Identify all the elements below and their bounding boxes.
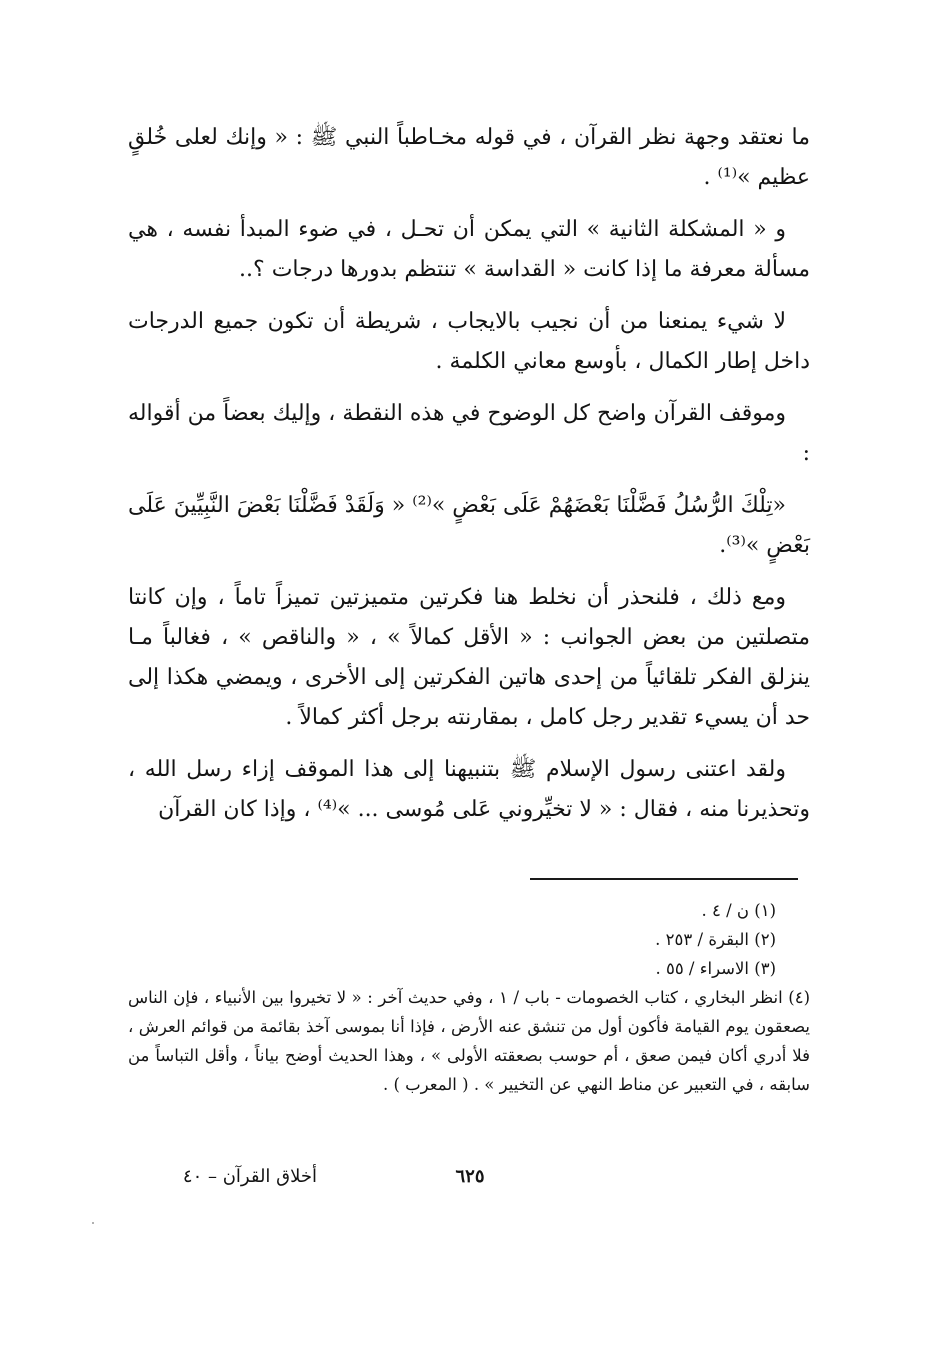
quran-quote: «تِلْكَ الرُّسُلُ فَضَّلْنَا بَعْضَهُمْ عَلَى بَعْضٍ »⁽²⁾ « وَلَقَدْ فَضَّلْنَا بَعْضَ النَّبِيِّينَ عَلَى بَعْضٍ »⁽³⁾. <box>128 493 810 558</box>
footnotes <box>128 896 810 1099</box>
page-number: ٦٢٥ <box>455 1166 485 1187</box>
paragraph: ما نعتقد وجهة نظر القرآن ، في قوله مخـاطباً النبي ﷺ : « وإنك لعلى خُلقٍ عظيم »⁽¹⁾ . <box>128 125 810 190</box>
footnote-2: (٢) البقرة / ٢٥٣ . <box>655 930 776 949</box>
footnote-4: (٤) انظر البخاري ، كتاب الخصومات - باب / ١ ، وفي حديث آخر : « لا تخيروا بين الأنبياء ، فإن الناس يصعقون يوم القيامة فأكون أول من تنشق عنه الأرض ، فإذا أنا بموسى آخذ بقائمة من قوائم العرش ، فلا أدري أكان فيمن صعق ، أم حوسب بصعقته الأولى » ، وهذا الحديث أوضح بياناً ، وأقل التباساً من سابقه ، في التعبير عن مناط النهي عن التخيير » . ( المعرب ) . <box>128 988 811 1094</box>
paragraph: ومع ذلك ، فلنحذر أن نخلط هنا فكرتين متميزتين تميزاً تاماً ، وإن كانتا متصلتين من بعض الجوانب : « الأقل كمالاً » ، « والناقص » ، فغالباً مـا ينزلق الفكر تلقائياً من إحدى هاتين الفكرتين إلى الأخرى ، ويمضي هكذا إلى حد أن يسيء تقدير رجل كامل ، بمقارنته برجل أكثر كمالاً . <box>128 585 810 730</box>
paragraph: وموقف القرآن واضح كل الوضوح في هذه النقطة ، وإليك بعضاً من أقواله : <box>128 401 810 466</box>
main-text <box>128 118 810 842</box>
scan-speck <box>92 1222 94 1224</box>
footnote-3: (٣) الاسراء / ٥٥ . <box>655 959 776 978</box>
footnote-1: (١) ن / ٤ . <box>701 901 776 920</box>
paragraph: و « المشكلة الثانية » التي يمكن أن تحـل ، في ضوء المبدأ نفسه ، هي مسألة معرفة ما إذا كانت « القداسة » تنتظم بدورها درجات ؟.. <box>128 217 810 282</box>
running-title: أخلاق القرآن – ٤٠ <box>182 1166 317 1187</box>
footnote-separator <box>530 878 798 880</box>
paragraph: لا شيء يمنعنا من أن نجيب بالايجاب ، شريطة أن تكون جميع الدرجات داخل إطار الكمال ، بأوسع معاني الكلمة . <box>128 309 810 374</box>
paragraph: ولقد اعتنى رسول الإسلام ﷺ بتنبيهنا إلى هذا الموقف إزاء رسل الله ، وتحذيرنا منه ، فقال : « لا تخيِّروني عَلى مُوسى ... »⁽⁴⁾ ، وإذا كان القرآن <box>128 757 810 822</box>
